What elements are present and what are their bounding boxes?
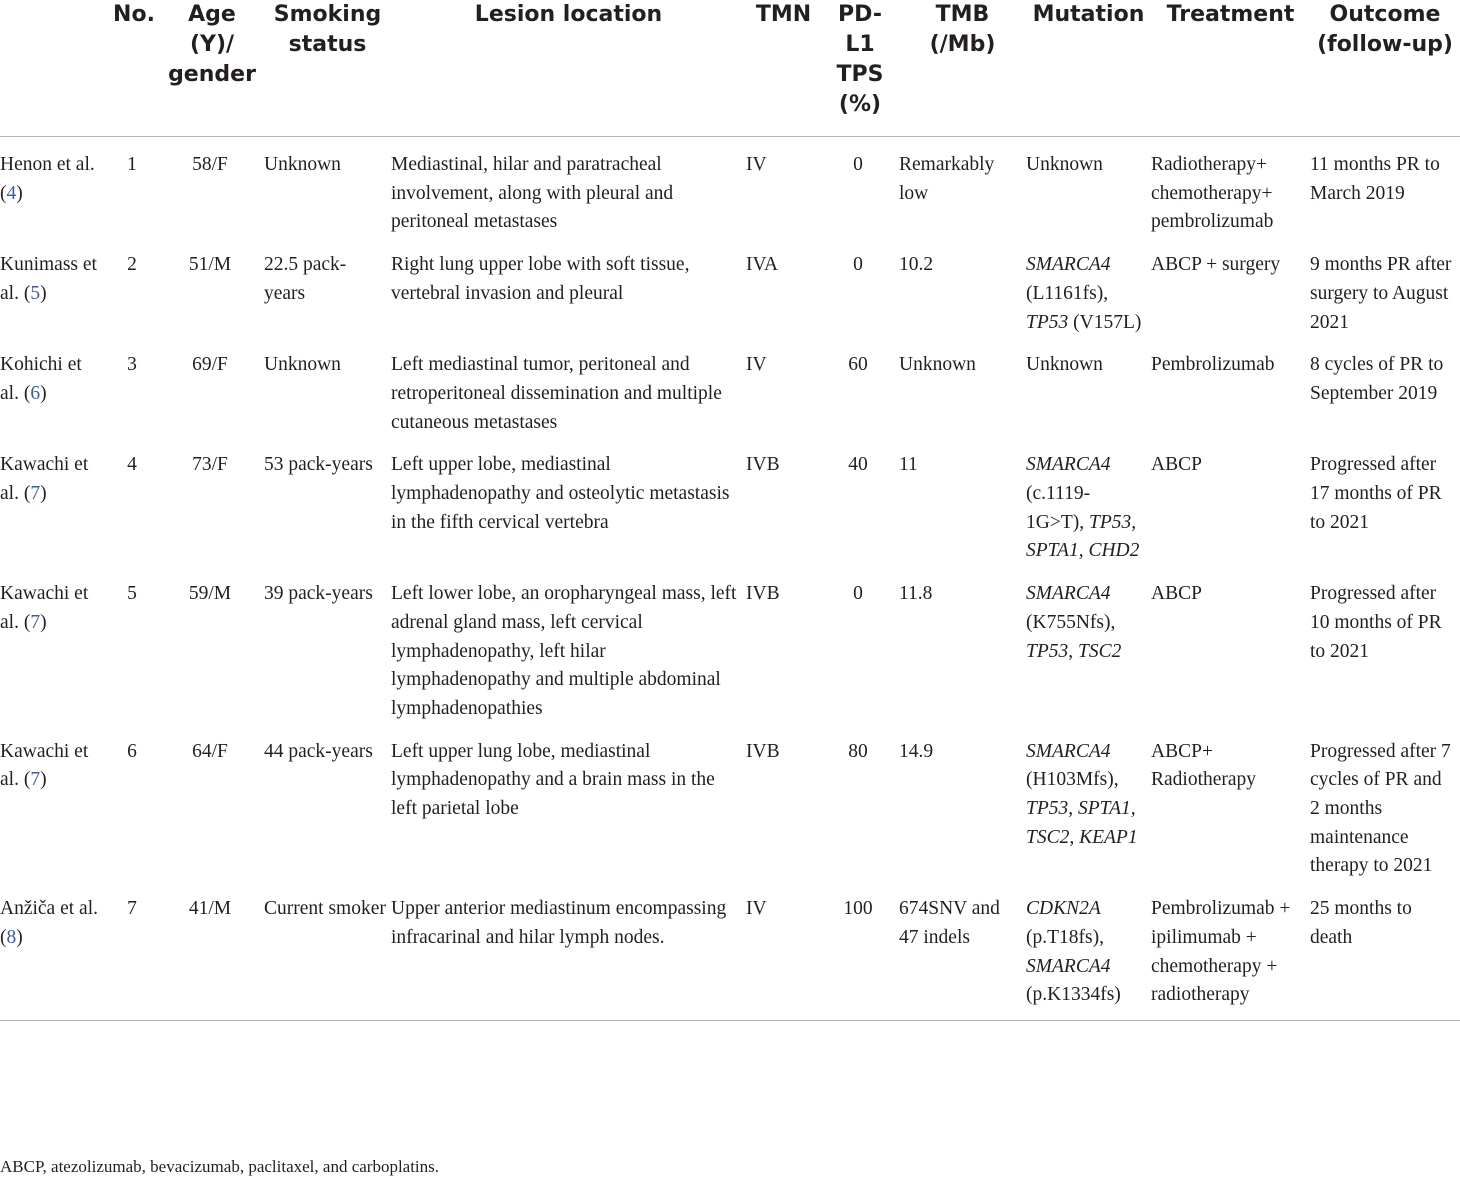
table-row (0, 724, 1460, 882)
study-close-paren: ) (40, 611, 47, 633)
cell-age-gender: 64/F (192, 740, 228, 762)
study-close-paren: ) (40, 282, 47, 304)
mutation-detail: Unknown (1026, 354, 1103, 376)
cell-no: 7 (127, 898, 137, 920)
table-row (0, 337, 1460, 437)
cell-lesion-location: Left upper lung lobe, mediastinal lymphadenopathy and a brain mass in the left parietal lobe (391, 740, 715, 820)
cell-study (0, 237, 108, 337)
gene-name: TP53, SPTA1, CHD2 (1026, 511, 1140, 562)
cell-mutation (1026, 337, 1151, 437)
cell-age-gender: 51/M (188, 254, 232, 276)
cell-no: 4 (127, 454, 137, 476)
header-age-gender: Age (Y)/ gender (168, 2, 256, 87)
cell-tmn: IVB (746, 740, 780, 762)
header-no: No. (113, 2, 155, 27)
cell-smoking-status: 22.5 pack-years (264, 254, 347, 304)
table-footnote: ABCP, atezolizumab, bevacizumab, paclitaxel, and carboplatins. (0, 1157, 440, 1176)
cell-smoking-status: Unknown (264, 354, 341, 376)
study-author: Kawachi et al. ( (0, 454, 89, 505)
reference-link[interactable]: 5 (30, 282, 41, 304)
cell-treatment: ABCP + surgery (1151, 254, 1281, 276)
cell-study (0, 437, 108, 566)
cell-lesion-location: Right lung upper lobe with soft tissue, vertebral invasion and pleural (391, 254, 690, 304)
cell-outcome: Progressed after 7 cycles of PR and 2 months maintenance therapy to 2021 (1310, 740, 1451, 877)
cell-outcome: Progressed after 10 months of PR to 2021 (1310, 583, 1442, 662)
cell-lesion-location: Left lower lobe, an oropharyngeal mass, left adrenal gland mass, left cervical lymphadenopathy, left hilar lymphadenopathy and multiple abdominal lymphadenopathies (391, 583, 737, 719)
header-tmn: TMN (755, 2, 812, 27)
mutation-detail: (H103Mfs), (1026, 769, 1119, 791)
mutation-detail: (p.K1334fs) (1026, 984, 1121, 1006)
header-treatment: Treatment (1166, 2, 1295, 27)
mutation-detail: (c.1119-1G>T), (1026, 483, 1091, 533)
mutation-detail: Unknown (1026, 154, 1103, 175)
gene-name: SMARCA4 (1026, 254, 1111, 276)
table-row (0, 881, 1460, 1020)
cell-lesion-location: Left mediastinal tumor, peritoneal and retroperitoneal dissemination and multiple cutaneous metastases (391, 354, 722, 433)
gene-name: SMARCA4 (1026, 740, 1111, 762)
cell-outcome: 25 months to death (1310, 898, 1412, 948)
cell-no: 6 (127, 740, 137, 762)
cell-study (0, 724, 108, 882)
cell-no: 3 (127, 354, 137, 376)
study-author: Anžiča et al. ( (0, 898, 98, 948)
mutation-detail: (L1161fs), (1026, 282, 1109, 304)
gene-name: TSC2 (1078, 640, 1122, 662)
cell-mutation (1026, 724, 1151, 882)
cell-lesion-location: Mediastinal, hilar and paratracheal involvement, along with pleural and peritoneal metastases (391, 154, 674, 233)
gene-name: SMARCA4 (1026, 583, 1111, 605)
cell-tmb: 14.9 (899, 740, 934, 762)
cell-pdl1-tps: 0 (853, 154, 863, 175)
cell-outcome: Progressed after 17 months of PR to 2021 (1310, 454, 1442, 533)
cell-study (0, 881, 108, 1020)
cell-study (0, 337, 108, 437)
header-tmb: TMB (/Mb) (929, 2, 996, 57)
study-author: Kawachi et al. ( (0, 583, 89, 633)
study-close-paren: ) (40, 769, 47, 791)
cell-treatment: Pembrolizumab (1151, 354, 1275, 376)
header-outcome: Outcome (follow-up) (1317, 2, 1453, 57)
cell-no: 2 (127, 254, 137, 276)
cell-smoking-status: 39 pack-years (264, 583, 373, 605)
cell-tmb: 674SNV and 47 indels (899, 898, 1000, 948)
cell-smoking-status: Unknown (264, 154, 341, 175)
header-pdl1-tps: PD- L1 TPS (%) (836, 2, 884, 117)
cell-smoking-status: 44 pack-years (264, 740, 373, 762)
cell-tmb: Remarkably low (899, 154, 995, 204)
cell-tmb: 11.8 (899, 583, 933, 605)
cell-age-gender: 59/M (188, 583, 232, 605)
mutation-detail: (V157L) (1068, 311, 1142, 333)
study-author: Henon et al. ( (0, 154, 95, 204)
header-row (0, 0, 1460, 137)
cell-mutation (1026, 566, 1151, 724)
cell-study (0, 137, 108, 238)
cell-age-gender: 41/M (188, 898, 232, 920)
cell-lesion-location: Left upper lobe, mediastinal lymphadenopathy and osteolytic metastasis in the fifth cervical vertebra (391, 454, 730, 533)
cell-tmb: 10.2 (899, 254, 934, 276)
header-study (0, 0, 108, 137)
study-close-paren: ) (16, 926, 23, 948)
reference-link[interactable]: 8 (6, 926, 17, 948)
study-author: Kunimass et al. ( (0, 254, 97, 304)
cell-pdl1-tps: 100 (843, 898, 873, 920)
cell-treatment: ABCP (1151, 583, 1202, 605)
cell-tmb: Unknown (899, 354, 976, 376)
cell-study (0, 566, 108, 724)
cell-treatment: ABCP+ Radiotherapy (1151, 740, 1257, 791)
header-mutation: Mutation (1032, 2, 1145, 27)
table-row (0, 237, 1460, 337)
cell-no: 5 (127, 583, 137, 605)
study-author: Kohichi et al. ( (0, 354, 82, 404)
cell-pdl1-tps: 80 (848, 740, 868, 762)
table-row (0, 137, 1460, 238)
mutation-detail: (K755Nfs), (1026, 611, 1116, 633)
study-close-paren: ) (40, 483, 47, 505)
reference-link[interactable]: 6 (30, 382, 41, 404)
cell-smoking-status: 53 pack-years (264, 454, 373, 476)
cell-outcome: 11 months PR to March 2019 (1310, 154, 1440, 204)
study-close-paren: ) (40, 382, 47, 404)
cell-tmn: IVB (746, 583, 780, 605)
cell-age-gender: 69/F (192, 354, 228, 376)
reference-link[interactable]: 4 (6, 182, 17, 204)
gene-name: SMARCA4 (1026, 955, 1111, 977)
reference-link[interactable]: 7 (30, 483, 41, 505)
cell-outcome: 9 months PR after surgery to August 2021 (1310, 254, 1452, 333)
mutation-detail: (p.T18fs), (1026, 926, 1104, 948)
table-row (0, 566, 1460, 724)
gene-name: CDKN2A (1026, 898, 1101, 920)
cell-treatment: Radiotherapy+ chemotherapy+ pembrolizumab (1151, 154, 1274, 233)
cell-treatment: ABCP (1151, 454, 1202, 476)
table-row (0, 437, 1460, 566)
cell-treatment: Pembrolizumab + ipilimumab + chemotherapy + radiotherapy (1151, 898, 1291, 1006)
cell-age-gender: 58/F (192, 154, 228, 175)
cell-lesion-location: Upper anterior mediastinum encompassing infracarinal and hilar lymph nodes. (391, 898, 727, 948)
cell-pdl1-tps: 0 (853, 254, 863, 276)
cell-no: 1 (127, 154, 137, 175)
header-lesion-location: Lesion location (474, 2, 663, 27)
cell-pdl1-tps: 0 (853, 583, 863, 605)
cell-outcome: 8 cycles of PR to September 2019 (1310, 354, 1444, 404)
cell-mutation (1026, 881, 1151, 1020)
cell-tmn: IVA (746, 254, 779, 276)
cell-pdl1-tps: 60 (848, 354, 868, 376)
cell-mutation (1026, 237, 1151, 337)
cell-age-gender: 73/F (192, 454, 228, 476)
cell-pdl1-tps: 40 (848, 454, 868, 476)
gene-name: TP53 (1026, 640, 1069, 662)
study-author: Kawachi et al. ( (0, 740, 89, 791)
gene-name: TP53 (1026, 311, 1069, 333)
study-close-paren: ) (16, 182, 23, 204)
cell-mutation (1026, 137, 1151, 238)
cell-mutation (1026, 437, 1151, 566)
gene-name: TP53, SPTA1, TSC2, KEAP1 (1026, 798, 1138, 848)
cell-smoking-status: Current smoker (264, 898, 386, 920)
reference-link[interactable]: 7 (30, 611, 41, 633)
cell-tmn: IV (746, 898, 767, 920)
reference-link[interactable]: 7 (30, 769, 41, 791)
mutation-detail: , (1068, 640, 1079, 662)
cell-tmb: 11 (899, 454, 918, 476)
gene-name: SMARCA4 (1026, 454, 1111, 476)
cell-tmn: IV (746, 354, 767, 376)
cell-tmn: IVB (746, 454, 780, 476)
header-smoking-status: Smoking status (273, 2, 382, 57)
cell-tmn: IV (746, 154, 767, 175)
